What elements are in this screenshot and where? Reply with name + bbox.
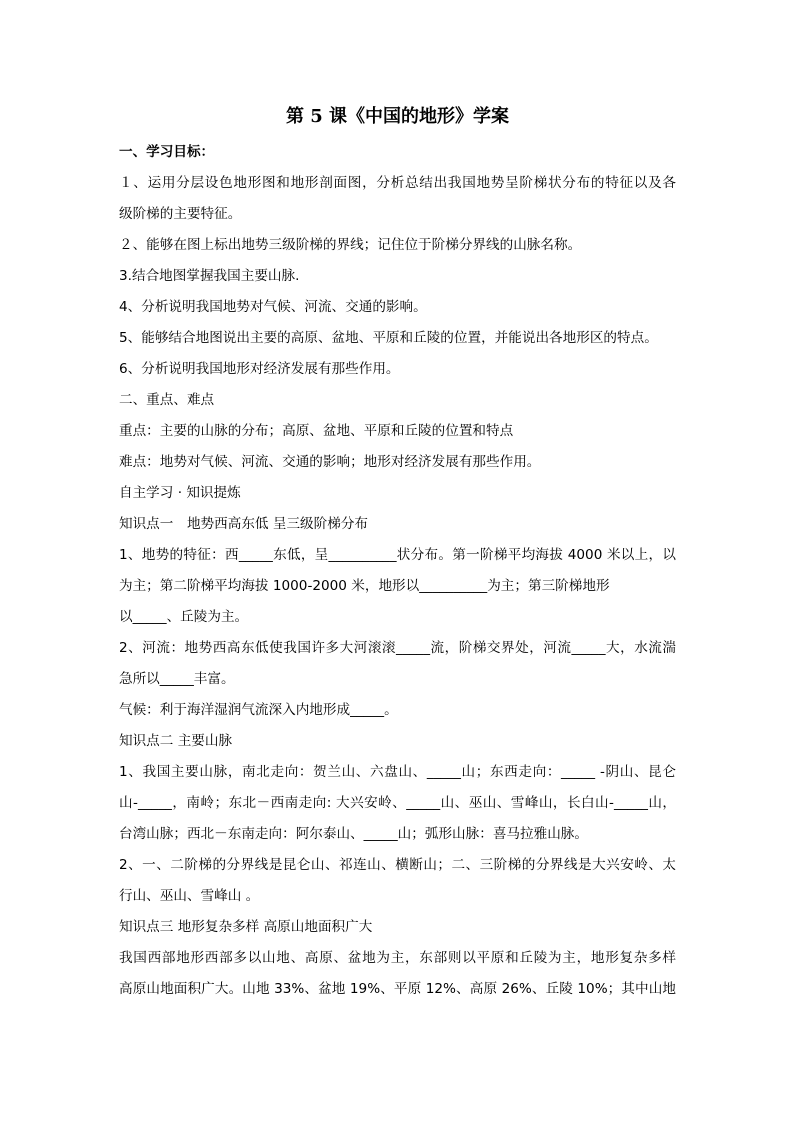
text-line: ２、能够在图上标出地势三级阶梯的界线；记住位于阶梯分界线的山脉名称。 [119,237,582,253]
text-line: 二、重点、难点 [119,392,215,408]
text-line: 我国西部地形西部多以山地、高原、盆地为主，东部则以平原和丘陵为主，地形复杂多样 [119,950,676,966]
text-line: 气候：利于海洋湿润气流深入内地形成_____。 [119,702,398,718]
text-line: 行山、巫山、雪峰山 。 [119,888,260,904]
text-line: 级阶梯的主要特征。 [119,206,242,222]
text-line: 知识点三 地形复杂多样 高原山地面积广大 [119,919,373,935]
text-line: 3.结合地图掌握我国主要山脉. [119,268,300,284]
text-line: 2、一、二阶梯的分界线是昆仑山、祁连山、横断山；二、三阶梯的分界线是大兴安岭、太 [119,857,676,873]
text-line: 自主学习 · 知识提炼 [119,485,241,501]
text-line: 高原山地面积广大。山地 33%、盆地 19%、平原 12%、高原 26%、丘陵 10%；其中山地 [119,981,676,997]
text-line: 一、学习目标： [119,144,215,160]
text-line: １、运用分层设色地形图和地形剖面图，分析总结出我国地势呈阶梯状分布的特征以及各 [119,175,676,191]
text-line: 5、能够结合地图说出主要的高原、盆地、平原和丘陵的位置，并能说出各地形区的特点。 [119,330,658,346]
document-page [119,104,676,1005]
text-line: 台湾山脉；西北－东南走向：阿尔泰山、_____山；弧形山脉：喜马拉雅山脉。 [119,826,588,842]
text-line: 4、分析说明我国地势对气候、河流、交通的影响。 [119,299,427,315]
text-line: 6、分析说明我国地形对经济发展有那些作用。 [119,361,400,377]
document-title: 第 5 课《中国的地形》学案 [285,106,510,127]
text-line: 1、我国主要山脉，南北走向：贺兰山、六盘山、_____山；东西走向：_____ -阴山、昆仑 [119,764,676,780]
text-line: 为主；第二阶梯平均海拔 1000-2000 米，地形以__________为主；第三阶梯地形 [119,578,610,594]
text-line: 知识点二 主要山脉 [119,733,233,749]
text-line: 2、河流：地势西高东低使我国许多大河滚滚_____流，阶梯交界处，河流_____大，水流湍 [119,640,676,656]
text-line: 1、地势的特征：西_____东低，呈__________状分布。第一阶梯平均海拔 4000 米以上，以 [119,547,676,563]
text-line: 难点：地势对气候、河流、交通的影响；地形对经济发展有那些作用。 [119,454,541,470]
text-line: 重点：主要的山脉的分布；高原、盆地、平原和丘陵的位置和特点 [119,423,514,439]
text-line: 山-_____，南岭；东北－西南走向: 大兴安岭、_____山、巫山、雪峰山，长白山-_____山， [119,795,676,811]
text-line: 以_____、丘陵为主。 [119,609,249,625]
text-line: 知识点一 地势西高东低 呈三级阶梯分布 [119,516,369,532]
text-line: 急所以_____丰富。 [119,671,235,687]
document-body [119,137,676,1005]
